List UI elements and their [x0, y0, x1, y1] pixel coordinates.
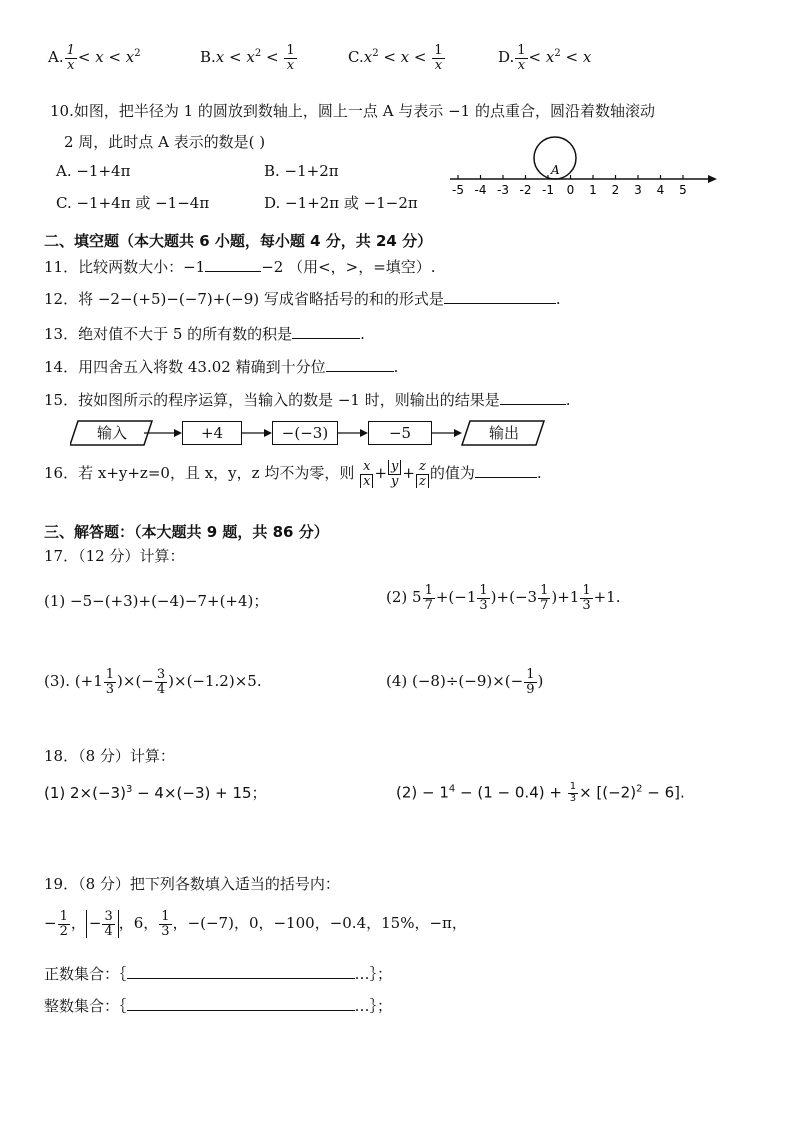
tick-label: 0	[566, 183, 575, 197]
q17-2-f2-den: 3	[479, 597, 488, 613]
flow-arrowhead-3	[360, 429, 368, 437]
tick-label: 1	[589, 183, 597, 197]
q18-part2	[396, 782, 685, 804]
integer-set-label: 整数集合：｛	[44, 997, 127, 1015]
tick-label: -1	[542, 183, 554, 197]
q19-f1-den: 2	[59, 923, 68, 939]
q18-2-f-num: 1	[569, 781, 577, 792]
positive-set-blank[interactable]	[127, 964, 355, 979]
q17-3-frac1	[104, 668, 116, 696]
q11-text-a: 11．比较两数大小：−1	[44, 258, 206, 276]
q19-abs-neg: −	[88, 914, 102, 933]
q17-title: 17．（12 分）计算：	[44, 547, 185, 565]
q17-3-end: )×(−1.2)×5.	[168, 672, 262, 691]
q17-3-f1-den: 3	[105, 681, 115, 697]
q19-rest: ，−(−7)，0，−100，−0.4，15%，−π，	[172, 914, 467, 933]
q19-f1-num: 1	[59, 909, 68, 924]
q19-abs-value	[86, 910, 119, 938]
q9-b-label: B.	[200, 48, 216, 67]
q9-c-sq: 2	[372, 48, 379, 60]
q19-f3-num: 1	[161, 909, 170, 924]
q11-answer-blank[interactable]	[205, 257, 261, 272]
q9-a-frac	[65, 44, 77, 72]
q9-b-pre: x < x	[215, 48, 255, 67]
q16-z-den: z	[416, 475, 429, 489]
tick-label: 5	[679, 183, 687, 197]
q17-2-p3: )+1	[551, 588, 580, 607]
q13-dot: .	[360, 325, 365, 343]
q18-2-exp: 4	[448, 783, 456, 795]
tick-label: -3	[497, 183, 509, 197]
q18-title: 18．（8 分）计算：	[44, 747, 175, 765]
positive-set-label: 正数集合：｛	[44, 965, 127, 983]
tick-label: 2	[611, 183, 620, 197]
q9-b-den: x	[286, 57, 295, 73]
q19-frac-half	[58, 910, 70, 938]
q12-text: 12．将 −2−(+5)−(−7)+(−9) 写成省略括号的和的形式是	[44, 290, 444, 308]
q16-frac-x	[360, 460, 373, 488]
q16-z-num: z	[416, 460, 429, 475]
q9-a-den: x	[67, 57, 75, 73]
q18-1-end: − 4×(−3) + 15；	[132, 784, 267, 802]
q17-2-f3-den: 7	[540, 597, 549, 613]
flow-step-minus5: −5	[368, 421, 432, 445]
q17-part3	[44, 668, 262, 696]
q19-title: 19．（8 分）把下列各数填入适当的括号内：	[44, 875, 340, 893]
flow-arrowhead-4	[454, 429, 462, 437]
q9-a-rest: < x < x	[77, 48, 135, 67]
q9-d-frac	[515, 44, 527, 72]
tick-label: 4	[656, 183, 665, 197]
q18-1-exp: 3	[125, 784, 133, 795]
q17-4-f-den: 9	[526, 681, 535, 697]
q17-part2	[386, 584, 620, 612]
q13	[44, 323, 365, 344]
q16-y-num: y	[388, 460, 401, 475]
q19-f2-den: 4	[104, 923, 113, 939]
integer-set-blank[interactable]	[127, 996, 355, 1011]
q16-frac-y	[388, 460, 401, 488]
flow-output: 输出	[488, 424, 519, 442]
q14-text: 14．用四舍五入将数 43.02 精确到十分位	[44, 358, 326, 376]
q19-frac-three-quarters	[102, 910, 114, 938]
q10-line2: 2 周，此时点 A 表示的数是( )	[64, 133, 266, 151]
q17-2-frac2	[477, 584, 489, 612]
q19-numbers	[44, 910, 467, 938]
q13-answer-blank[interactable]	[292, 324, 360, 339]
q9-d-label: D.	[498, 48, 515, 67]
q10-option-c: C. −1+4π 或 −1−4π	[56, 194, 210, 212]
q17-2-f1-den: 7	[424, 597, 433, 613]
q18-2-end: − 6].	[642, 783, 685, 802]
q10-option-d: D. −1+2π 或 −1−2π	[264, 194, 418, 212]
q18-2-mid2: × [(−2)	[579, 783, 637, 802]
q17-2-end: +1.	[593, 588, 621, 607]
q19-frac-third	[159, 910, 171, 938]
positive-set	[44, 963, 392, 984]
q18-2-f-den: 3	[569, 792, 577, 804]
q17-4-end: )	[537, 672, 544, 691]
q19-list: ，6，	[118, 914, 159, 933]
q9-d-rest2: < x	[560, 48, 592, 67]
q17-3-f2-den: 4	[156, 681, 166, 697]
q9-a-sq: 2	[134, 48, 141, 60]
q17-2-pre: (2) 5	[386, 588, 422, 607]
q9-option-d	[498, 44, 591, 72]
q16: 16．若 x+y+z=0，且 x，y，z 均不为零，则 $\frac{x}{x}$ + $\frac{y}{y}$ + $\frac{z}{z}$ 的值为 .	[44, 459, 542, 489]
q9-b-mid: <	[261, 48, 284, 67]
q18-2-frac	[568, 782, 578, 804]
flow-arrowhead-2	[264, 429, 272, 437]
q9-d-rest: < x	[528, 48, 555, 67]
q9-c-pre: x	[363, 48, 373, 67]
q9-c-den: x	[434, 57, 443, 73]
q9-option-b	[200, 44, 298, 72]
q11	[44, 256, 436, 277]
positive-set-end: …｝；	[354, 965, 393, 983]
q18-2-exp2: 2	[636, 783, 643, 795]
q17-part4	[386, 668, 543, 696]
q17-2-p2: )+(−3	[490, 588, 538, 607]
tick-label: -2	[519, 183, 532, 197]
flow-step-plus4: +4	[182, 421, 242, 445]
q17-2-f2-num: 1	[479, 583, 488, 598]
section3-heading: 三、解答题：（本大题共 9 题，共 86 分）	[44, 523, 329, 541]
q15-dot: .	[565, 391, 571, 409]
q9-c-num: 1	[434, 43, 443, 58]
q9-a-num: 1	[66, 43, 75, 58]
q9-b-frac	[284, 44, 296, 72]
q9-d-num: 1	[517, 43, 526, 58]
q16-dot: .	[536, 464, 542, 483]
q11-text-b: −2 （用<，>，=填空）.	[261, 258, 436, 276]
q17-2-frac1	[423, 584, 435, 612]
q15	[44, 389, 571, 410]
q15-answer-blank[interactable]	[500, 390, 566, 405]
q19-neg-sign: −	[44, 914, 57, 933]
q18-2-mid: − (1 − 0.4) +	[455, 783, 567, 802]
flow-arrowhead-1	[174, 429, 182, 437]
q9-option-a	[48, 44, 141, 72]
q12	[44, 288, 561, 309]
q16-text-a: 16．若 x+y+z=0，且 x，y，z 均不为零，则	[44, 464, 355, 483]
q17-4-f-num: 1	[526, 667, 535, 682]
q17-2-frac4	[580, 584, 592, 612]
flow-input: 输入	[96, 424, 127, 442]
q10-option-b: B. −1+2π	[264, 162, 339, 180]
q17-3-pre: (3). (+1	[44, 672, 103, 691]
q17-2-f3-num: 1	[540, 583, 549, 598]
q9-b-num: 1	[286, 43, 295, 58]
q17-4-pre: (4) (−8)÷(−9)×(−	[386, 672, 524, 691]
q9-option-c	[348, 44, 446, 72]
q16-answer-blank[interactable]	[475, 463, 537, 478]
q10-line1: 10.如图，把半径为 1 的圆放到数轴上，圆上一点 A 与表示 −1 的点重合，圆沿着数轴滚动	[50, 102, 655, 120]
q17-part1: (1) −5−(+3)+(−4)−7+(+4)；	[44, 592, 269, 610]
q9-d-sq: 2	[554, 48, 561, 60]
q14-dot: .	[393, 358, 399, 376]
q17-2-frac3	[538, 584, 550, 612]
q17-2-f1-num: 1	[424, 583, 433, 598]
section2-heading: 二、填空题（本大题共 6 小题，每小题 4 分，共 24 分）	[44, 232, 433, 250]
q12-dot: .	[555, 290, 561, 308]
q19-f2-num: 3	[104, 909, 113, 924]
point-a-label: A	[551, 163, 560, 177]
q9-c-label: C.	[348, 48, 364, 67]
flow-step-minus-neg3: −(−3)	[272, 421, 338, 445]
integer-set-end: …｝；	[354, 997, 393, 1015]
q16-x-den: x	[360, 475, 373, 489]
q14-answer-blank[interactable]	[326, 357, 394, 372]
q16-x-num: x	[360, 460, 373, 475]
tick-label: -4	[474, 183, 487, 197]
q16-text-b: 的值为	[429, 464, 475, 483]
q19-f3-den: 3	[161, 923, 170, 939]
q17-2-f4-num: 1	[582, 583, 591, 598]
q9-b-sq: 2	[254, 48, 262, 60]
q18-1-text: (1) 2×(−3)	[44, 784, 126, 802]
number-line-figure	[446, 130, 722, 202]
tick-label: 3	[634, 183, 642, 197]
q9-c-frac	[432, 44, 444, 72]
q17-3-f1-num: 1	[105, 667, 115, 682]
number-line-arrow	[708, 175, 717, 183]
q18-part1	[44, 782, 267, 803]
q17-2-p1: +(−1	[435, 588, 477, 607]
q16-y-den: y	[391, 473, 399, 489]
q9-a-label: A.	[48, 48, 64, 67]
q17-3-frac2	[155, 668, 167, 696]
q17-3-mid: )×(−	[117, 672, 154, 691]
q17-3-f2-num: 3	[156, 667, 166, 682]
integer-set	[44, 995, 392, 1016]
q9-c-mid: < x <	[378, 48, 432, 67]
q9-d-den: x	[517, 57, 526, 73]
tick-label: -5	[452, 183, 464, 197]
q19-sep: ，	[70, 914, 86, 933]
q16-frac-z	[416, 460, 429, 488]
q18-2-pre: (2) − 1	[396, 783, 449, 802]
q12-answer-blank[interactable]	[444, 289, 556, 304]
q17-2-f4-den: 3	[582, 597, 591, 613]
q14	[44, 356, 398, 377]
q10-option-a: A. −1+4π	[56, 162, 131, 180]
q15-text: 15．按如图所示的程序运算，当输入的数是 −1 时，则输出的结果是	[44, 391, 500, 409]
q17-4-frac	[524, 668, 536, 696]
q13-text: 13．绝对值不大于 5 的所有数的积是	[44, 325, 293, 343]
